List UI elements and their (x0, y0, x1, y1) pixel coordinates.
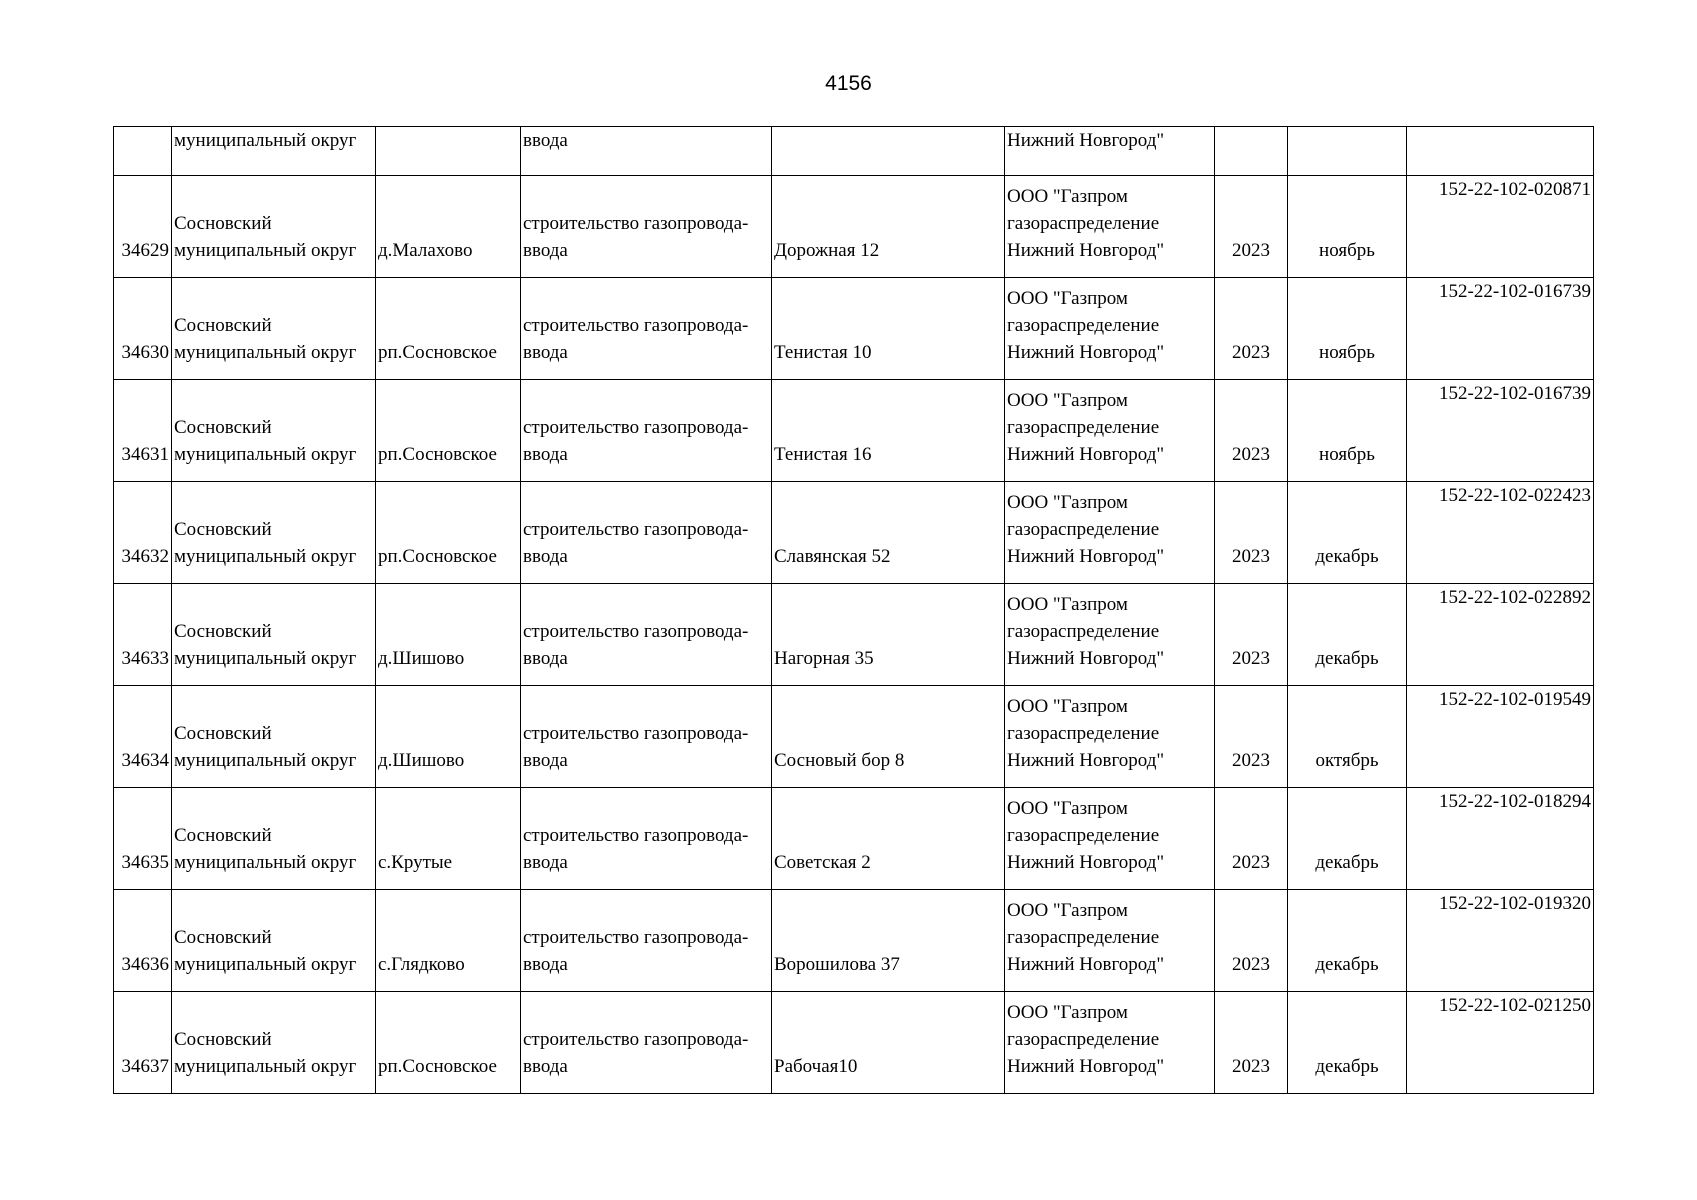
registry-table (113, 126, 1594, 1094)
cell-org: ООО "Газпром газораспределение Нижний Новгород" (1005, 482, 1215, 584)
cell-num: 34629 (114, 176, 172, 278)
cell-district: Сосновский муниципальный округ (172, 890, 376, 992)
cell-month: октябрь (1288, 686, 1407, 788)
cell-work: строительство газопровода- ввода (521, 686, 772, 788)
cell-org: ООО "Газпром газораспределение Нижний Новгород" (1005, 380, 1215, 482)
cell-num: 34630 (114, 278, 172, 380)
table-row (114, 482, 1594, 584)
cell-org: ООО "Газпром газораспределение Нижний Новгород" (1005, 686, 1215, 788)
table-row (114, 788, 1594, 890)
cell-year: 2023 (1215, 278, 1288, 380)
cell-locality: рп.Сосновское (376, 380, 521, 482)
cell-code: 152-22-102-018294 (1407, 788, 1594, 890)
cell-num: 34637 (114, 992, 172, 1094)
cell-address: Тенистая 10 (772, 278, 1005, 380)
cell-address: Нагорная 35 (772, 584, 1005, 686)
cell-address: Ворошилова 37 (772, 890, 1005, 992)
table-row-continued (114, 127, 1594, 176)
cell-month: декабрь (1288, 992, 1407, 1094)
cell-month: ноябрь (1288, 278, 1407, 380)
cell-district: Сосновский муниципальный округ (172, 992, 376, 1094)
cell-address: Рабочая10 (772, 992, 1005, 1094)
cell-org: Нижний Новгород" (1005, 127, 1215, 176)
page-number: 4156 (825, 72, 872, 95)
cell-year: 2023 (1215, 176, 1288, 278)
cell-work: строительство газопровода- ввода (521, 482, 772, 584)
cell-month: декабрь (1288, 788, 1407, 890)
cell-district: Сосновский муниципальный округ (172, 482, 376, 584)
cell-year: 2023 (1215, 686, 1288, 788)
cell-work: строительство газопровода- ввода (521, 890, 772, 992)
cell-code: 152-22-102-020871 (1407, 176, 1594, 278)
cell-locality: с.Крутые (376, 788, 521, 890)
cell-address: Советская 2 (772, 788, 1005, 890)
cell-work: строительство газопровода- ввода (521, 176, 772, 278)
cell-org: ООО "Газпром газораспределение Нижний Новгород" (1005, 992, 1215, 1094)
cell-org: ООО "Газпром газораспределение Нижний Новгород" (1005, 890, 1215, 992)
cell-year: 2023 (1215, 788, 1288, 890)
cell-district: Сосновский муниципальный округ (172, 686, 376, 788)
cell-month: ноябрь (1288, 380, 1407, 482)
cell-work: строительство газопровода- ввода (521, 788, 772, 890)
cell-code (1407, 127, 1594, 176)
table-row (114, 380, 1594, 482)
cell-code: 152-22-102-022423 (1407, 482, 1594, 584)
cell-month: декабрь (1288, 482, 1407, 584)
cell-locality (376, 127, 521, 176)
cell-num: 34635 (114, 788, 172, 890)
cell-num: 34636 (114, 890, 172, 992)
cell-org: ООО "Газпром газораспределение Нижний Новгород" (1005, 278, 1215, 380)
cell-address: Сосновый бор 8 (772, 686, 1005, 788)
cell-org: ООО "Газпром газораспределение Нижний Новгород" (1005, 176, 1215, 278)
cell-month: декабрь (1288, 890, 1407, 992)
cell-month: ноябрь (1288, 176, 1407, 278)
cell-year: 2023 (1215, 584, 1288, 686)
cell-district: муниципальный округ (172, 127, 376, 176)
cell-work: строительство газопровода- ввода (521, 278, 772, 380)
cell-address: Славянская 52 (772, 482, 1005, 584)
cell-address (772, 127, 1005, 176)
cell-locality: д.Шишово (376, 584, 521, 686)
cell-district: Сосновский муниципальный округ (172, 278, 376, 380)
cell-work: ввода (521, 127, 772, 176)
cell-num: 34633 (114, 584, 172, 686)
table-row (114, 278, 1594, 380)
cell-org: ООО "Газпром газораспределение Нижний Новгород" (1005, 788, 1215, 890)
table-row (114, 686, 1594, 788)
cell-district: Сосновский муниципальный округ (172, 584, 376, 686)
cell-locality: рп.Сосновское (376, 482, 521, 584)
cell-month (1288, 127, 1407, 176)
cell-month: декабрь (1288, 584, 1407, 686)
cell-district: Сосновский муниципальный округ (172, 380, 376, 482)
table-row (114, 890, 1594, 992)
cell-year: 2023 (1215, 380, 1288, 482)
cell-locality: д.Малахово (376, 176, 521, 278)
cell-locality: рп.Сосновское (376, 992, 521, 1094)
table-row (114, 584, 1594, 686)
cell-num: 34632 (114, 482, 172, 584)
cell-code: 152-22-102-016739 (1407, 380, 1594, 482)
cell-district: Сосновский муниципальный округ (172, 788, 376, 890)
cell-num: 34634 (114, 686, 172, 788)
cell-year: 2023 (1215, 890, 1288, 992)
cell-num: 34631 (114, 380, 172, 482)
cell-org: ООО "Газпром газораспределение Нижний Новгород" (1005, 584, 1215, 686)
cell-address: Тенистая 16 (772, 380, 1005, 482)
table-row (114, 176, 1594, 278)
cell-year: 2023 (1215, 482, 1288, 584)
cell-num (114, 127, 172, 176)
cell-code: 152-22-102-016739 (1407, 278, 1594, 380)
cell-address: Дорожная 12 (772, 176, 1005, 278)
cell-district: Сосновский муниципальный округ (172, 176, 376, 278)
cell-code: 152-22-102-022892 (1407, 584, 1594, 686)
cell-locality: рп.Сосновское (376, 278, 521, 380)
cell-locality: д.Шишово (376, 686, 521, 788)
cell-work: строительство газопровода- ввода (521, 380, 772, 482)
cell-year: 2023 (1215, 992, 1288, 1094)
cell-work: строительство газопровода- ввода (521, 584, 772, 686)
cell-year (1215, 127, 1288, 176)
cell-code: 152-22-102-019549 (1407, 686, 1594, 788)
cell-code: 152-22-102-021250 (1407, 992, 1594, 1094)
table-row (114, 992, 1594, 1094)
cell-code: 152-22-102-019320 (1407, 890, 1594, 992)
cell-work: строительство газопровода- ввода (521, 992, 772, 1094)
cell-locality: с.Глядково (376, 890, 521, 992)
